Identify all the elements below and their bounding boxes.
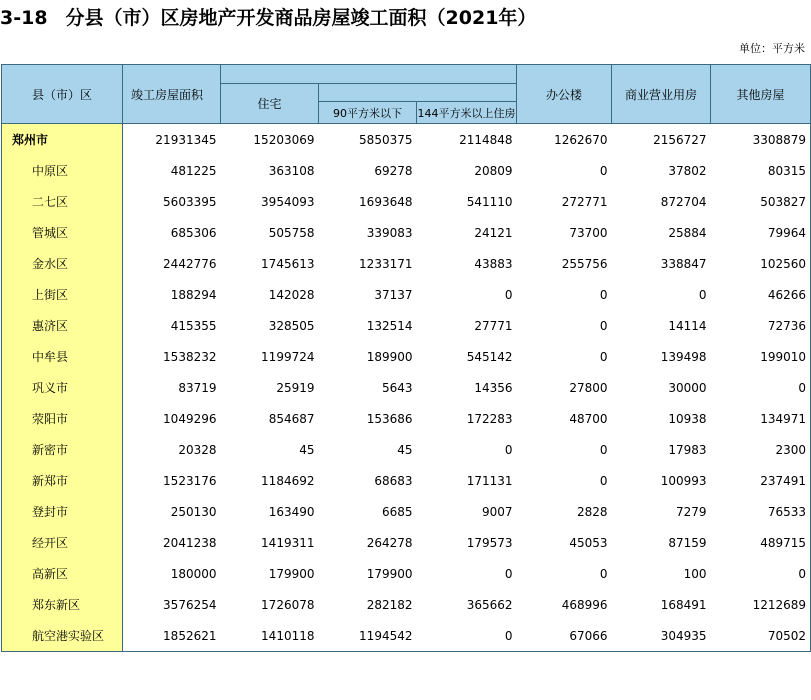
table-row <box>2 217 811 248</box>
table-row <box>2 589 811 620</box>
cell-completed-area: 180000 <box>170 566 217 581</box>
cell-residential: 25919 <box>276 380 315 395</box>
cell-office: 2828 <box>576 504 608 519</box>
cell-other: 0 <box>711 558 811 589</box>
cell-residential: 1199724 <box>261 349 315 364</box>
cell-residential: 1184692 <box>261 473 315 488</box>
row-label: 新郑市 <box>2 465 123 496</box>
cell-office: 1262670 <box>554 132 608 147</box>
row-label: 中原区 <box>2 155 123 186</box>
cell-under-90: 339083 <box>366 225 413 240</box>
cell-commercial: 304935 <box>612 620 711 652</box>
cell-commercial: 168491 <box>660 597 707 612</box>
cell-completed-area: 1852621 <box>123 620 221 652</box>
cell-office: 0 <box>599 349 608 364</box>
cell-completed-area: 188294 <box>170 287 217 302</box>
table-row <box>2 124 811 156</box>
row-label: 高新区 <box>2 558 123 589</box>
cell-over-144: 0 <box>504 442 513 457</box>
cell-under-90: 132514 <box>366 318 413 333</box>
cell-other: 1212689 <box>711 589 811 620</box>
cell-over-144: 43883 <box>474 256 513 271</box>
cell-over-144: 0 <box>504 287 513 302</box>
cell-office: 255756 <box>561 256 608 271</box>
cell-office: 27800 <box>569 380 608 395</box>
cell-under-90: 6685 <box>381 504 413 519</box>
cell-under-90: 1693648 <box>359 194 413 209</box>
cell-office: 0 <box>599 287 608 302</box>
cell-over-144: 14356 <box>474 380 513 395</box>
cell-other: 0 <box>711 372 811 403</box>
cell-other: 80315 <box>711 155 811 186</box>
cell-completed-area: 1523176 <box>163 473 217 488</box>
cell-under-90: 282182 <box>366 597 413 612</box>
cell-completed-area: 250130 <box>170 504 217 519</box>
cell-under-90: 5850375 <box>359 132 413 147</box>
row-label: 二七区 <box>2 186 123 217</box>
header-residential-sub-spacer <box>319 84 517 102</box>
table-title: 分县（市）区房地产开发商品房屋竣工面积（2021年） <box>65 7 537 29</box>
row-label: 郑州市 <box>2 124 123 156</box>
cell-commercial: 139498 <box>660 349 707 364</box>
cell-under-90: 5643 <box>381 380 413 395</box>
cell-commercial: 100 <box>683 566 707 581</box>
cell-residential: 1419311 <box>261 535 315 550</box>
cell-residential: 142028 <box>268 287 315 302</box>
cell-other: 46266 <box>711 279 811 310</box>
cell-over-144: 27771 <box>474 318 513 333</box>
cell-residential: 328505 <box>268 318 315 333</box>
row-label: 登封市 <box>2 496 123 527</box>
cell-residential: 45 <box>299 442 315 457</box>
table-row <box>2 310 811 341</box>
cell-other: 199010 <box>711 341 811 372</box>
cell-completed-area: 5603395 <box>163 194 217 209</box>
cell-commercial: 0 <box>698 287 707 302</box>
header-under-90: 90平方米以下 <box>319 102 417 124</box>
cell-under-90: 264278 <box>366 535 413 550</box>
unit-label: 单位：平方米 <box>739 42 805 55</box>
cell-completed-area: 2442776 <box>163 256 217 271</box>
table-row <box>2 496 811 527</box>
cell-completed-area: 3576254 <box>163 597 217 612</box>
cell-other: 2300 <box>711 434 811 465</box>
cell-completed-area: 1049296 <box>163 411 217 426</box>
cell-other: 70502 <box>711 620 811 652</box>
cell-commercial: 7279 <box>675 504 707 519</box>
table-row <box>2 558 811 589</box>
cell-completed-area: 2041238 <box>163 535 217 550</box>
cell-residential: 1726078 <box>261 597 315 612</box>
cell-office: 0 <box>599 473 608 488</box>
cell-commercial: 87159 <box>668 535 707 550</box>
cell-office: 468996 <box>561 597 608 612</box>
table-row <box>2 527 811 558</box>
cell-under-90: 153686 <box>366 411 413 426</box>
cell-other: 134971 <box>711 403 811 434</box>
cell-residential: 163490 <box>268 504 315 519</box>
cell-office: 0 <box>599 442 608 457</box>
row-label: 郑东新区 <box>2 589 123 620</box>
cell-completed-area: 83719 <box>178 380 217 395</box>
table-row <box>2 620 811 652</box>
row-label: 新密市 <box>2 434 123 465</box>
table-row <box>2 465 811 496</box>
cell-under-90: 1233171 <box>359 256 413 271</box>
header-office: 办公楼 <box>517 65 612 124</box>
cell-commercial: 14114 <box>668 318 707 333</box>
cell-under-90: 69278 <box>374 163 413 178</box>
cell-office: 48700 <box>569 411 608 426</box>
cell-commercial: 25884 <box>668 225 707 240</box>
cell-under-90: 1194542 <box>319 620 417 652</box>
cell-residential: 1410118 <box>221 620 319 652</box>
cell-residential: 854687 <box>268 411 315 426</box>
header-over-144: 144平方米以上住房 <box>417 102 517 124</box>
cell-residential: 363108 <box>268 163 315 178</box>
header-county: 县（市）区 <box>2 65 123 124</box>
header-commercial: 商业营业用房 <box>612 65 711 124</box>
table-row <box>2 155 811 186</box>
row-label: 惠济区 <box>2 310 123 341</box>
cell-over-144: 0 <box>417 620 517 652</box>
cell-other: 72736 <box>711 310 811 341</box>
cell-other: 76533 <box>711 496 811 527</box>
row-label: 中牟县 <box>2 341 123 372</box>
cell-residential: 15203069 <box>253 132 315 147</box>
cell-commercial: 10938 <box>668 411 707 426</box>
cell-over-144: 0 <box>504 566 513 581</box>
row-label: 经开区 <box>2 527 123 558</box>
cell-over-144: 179573 <box>466 535 513 550</box>
cell-over-144: 545142 <box>466 349 513 364</box>
row-label: 航空港实验区 <box>2 620 123 652</box>
cell-completed-area: 415355 <box>170 318 217 333</box>
row-label: 金水区 <box>2 248 123 279</box>
cell-over-144: 365662 <box>466 597 513 612</box>
table-row <box>2 341 811 372</box>
cell-office: 73700 <box>569 225 608 240</box>
row-label: 巩义市 <box>2 372 123 403</box>
cell-other: 503827 <box>711 186 811 217</box>
cell-over-144: 2114848 <box>459 132 513 147</box>
header-completed-area: 竣工房屋面积 <box>123 65 221 124</box>
header-residential: 住宅 <box>221 84 319 124</box>
cell-completed-area: 1538232 <box>163 349 217 364</box>
cell-commercial: 872704 <box>660 194 707 209</box>
cell-completed-area: 20328 <box>178 442 217 457</box>
cell-over-144: 171131 <box>466 473 513 488</box>
cell-completed-area: 481225 <box>170 163 217 178</box>
cell-other: 489715 <box>711 527 811 558</box>
cell-under-90: 37137 <box>374 287 413 302</box>
completion-area-table <box>1 64 811 652</box>
cell-commercial: 30000 <box>668 380 707 395</box>
row-label: 管城区 <box>2 217 123 248</box>
header-other: 其他房屋 <box>711 65 811 124</box>
cell-commercial: 100993 <box>660 473 707 488</box>
row-label: 上街区 <box>2 279 123 310</box>
cell-residential: 179900 <box>268 566 315 581</box>
table-number: 3-18 <box>0 7 48 29</box>
table-row <box>2 186 811 217</box>
row-label: 荥阳市 <box>2 403 123 434</box>
cell-completed-area: 685306 <box>170 225 217 240</box>
cell-other: 237491 <box>711 465 811 496</box>
cell-commercial: 17983 <box>668 442 707 457</box>
cell-other: 3308879 <box>711 124 811 156</box>
cell-over-144: 172283 <box>466 411 513 426</box>
page-title <box>0 4 536 32</box>
cell-office: 272771 <box>561 194 608 209</box>
cell-office: 67066 <box>517 620 612 652</box>
cell-completed-area: 21931345 <box>155 132 217 147</box>
cell-commercial: 2156727 <box>653 132 707 147</box>
cell-commercial: 338847 <box>660 256 707 271</box>
cell-under-90: 189900 <box>366 349 413 364</box>
cell-office: 45053 <box>569 535 608 550</box>
cell-over-144: 20809 <box>474 163 513 178</box>
cell-other: 102560 <box>711 248 811 279</box>
cell-other: 79964 <box>711 217 811 248</box>
cell-over-144: 24121 <box>474 225 513 240</box>
table-row <box>2 248 811 279</box>
cell-over-144: 541110 <box>466 194 513 209</box>
table-row <box>2 279 811 310</box>
cell-residential: 1745613 <box>261 256 315 271</box>
cell-under-90: 179900 <box>366 566 413 581</box>
table-row <box>2 403 811 434</box>
cell-residential: 3954093 <box>261 194 315 209</box>
table-body <box>2 124 811 652</box>
table-row <box>2 434 811 465</box>
cell-residential: 505758 <box>268 225 315 240</box>
cell-commercial: 37802 <box>668 163 707 178</box>
header-spacer <box>221 65 517 84</box>
cell-under-90: 45 <box>397 442 413 457</box>
cell-office: 0 <box>599 163 608 178</box>
cell-over-144: 9007 <box>481 504 513 519</box>
cell-under-90: 68683 <box>374 473 413 488</box>
table-row <box>2 372 811 403</box>
cell-office: 0 <box>599 566 608 581</box>
cell-office: 0 <box>599 318 608 333</box>
